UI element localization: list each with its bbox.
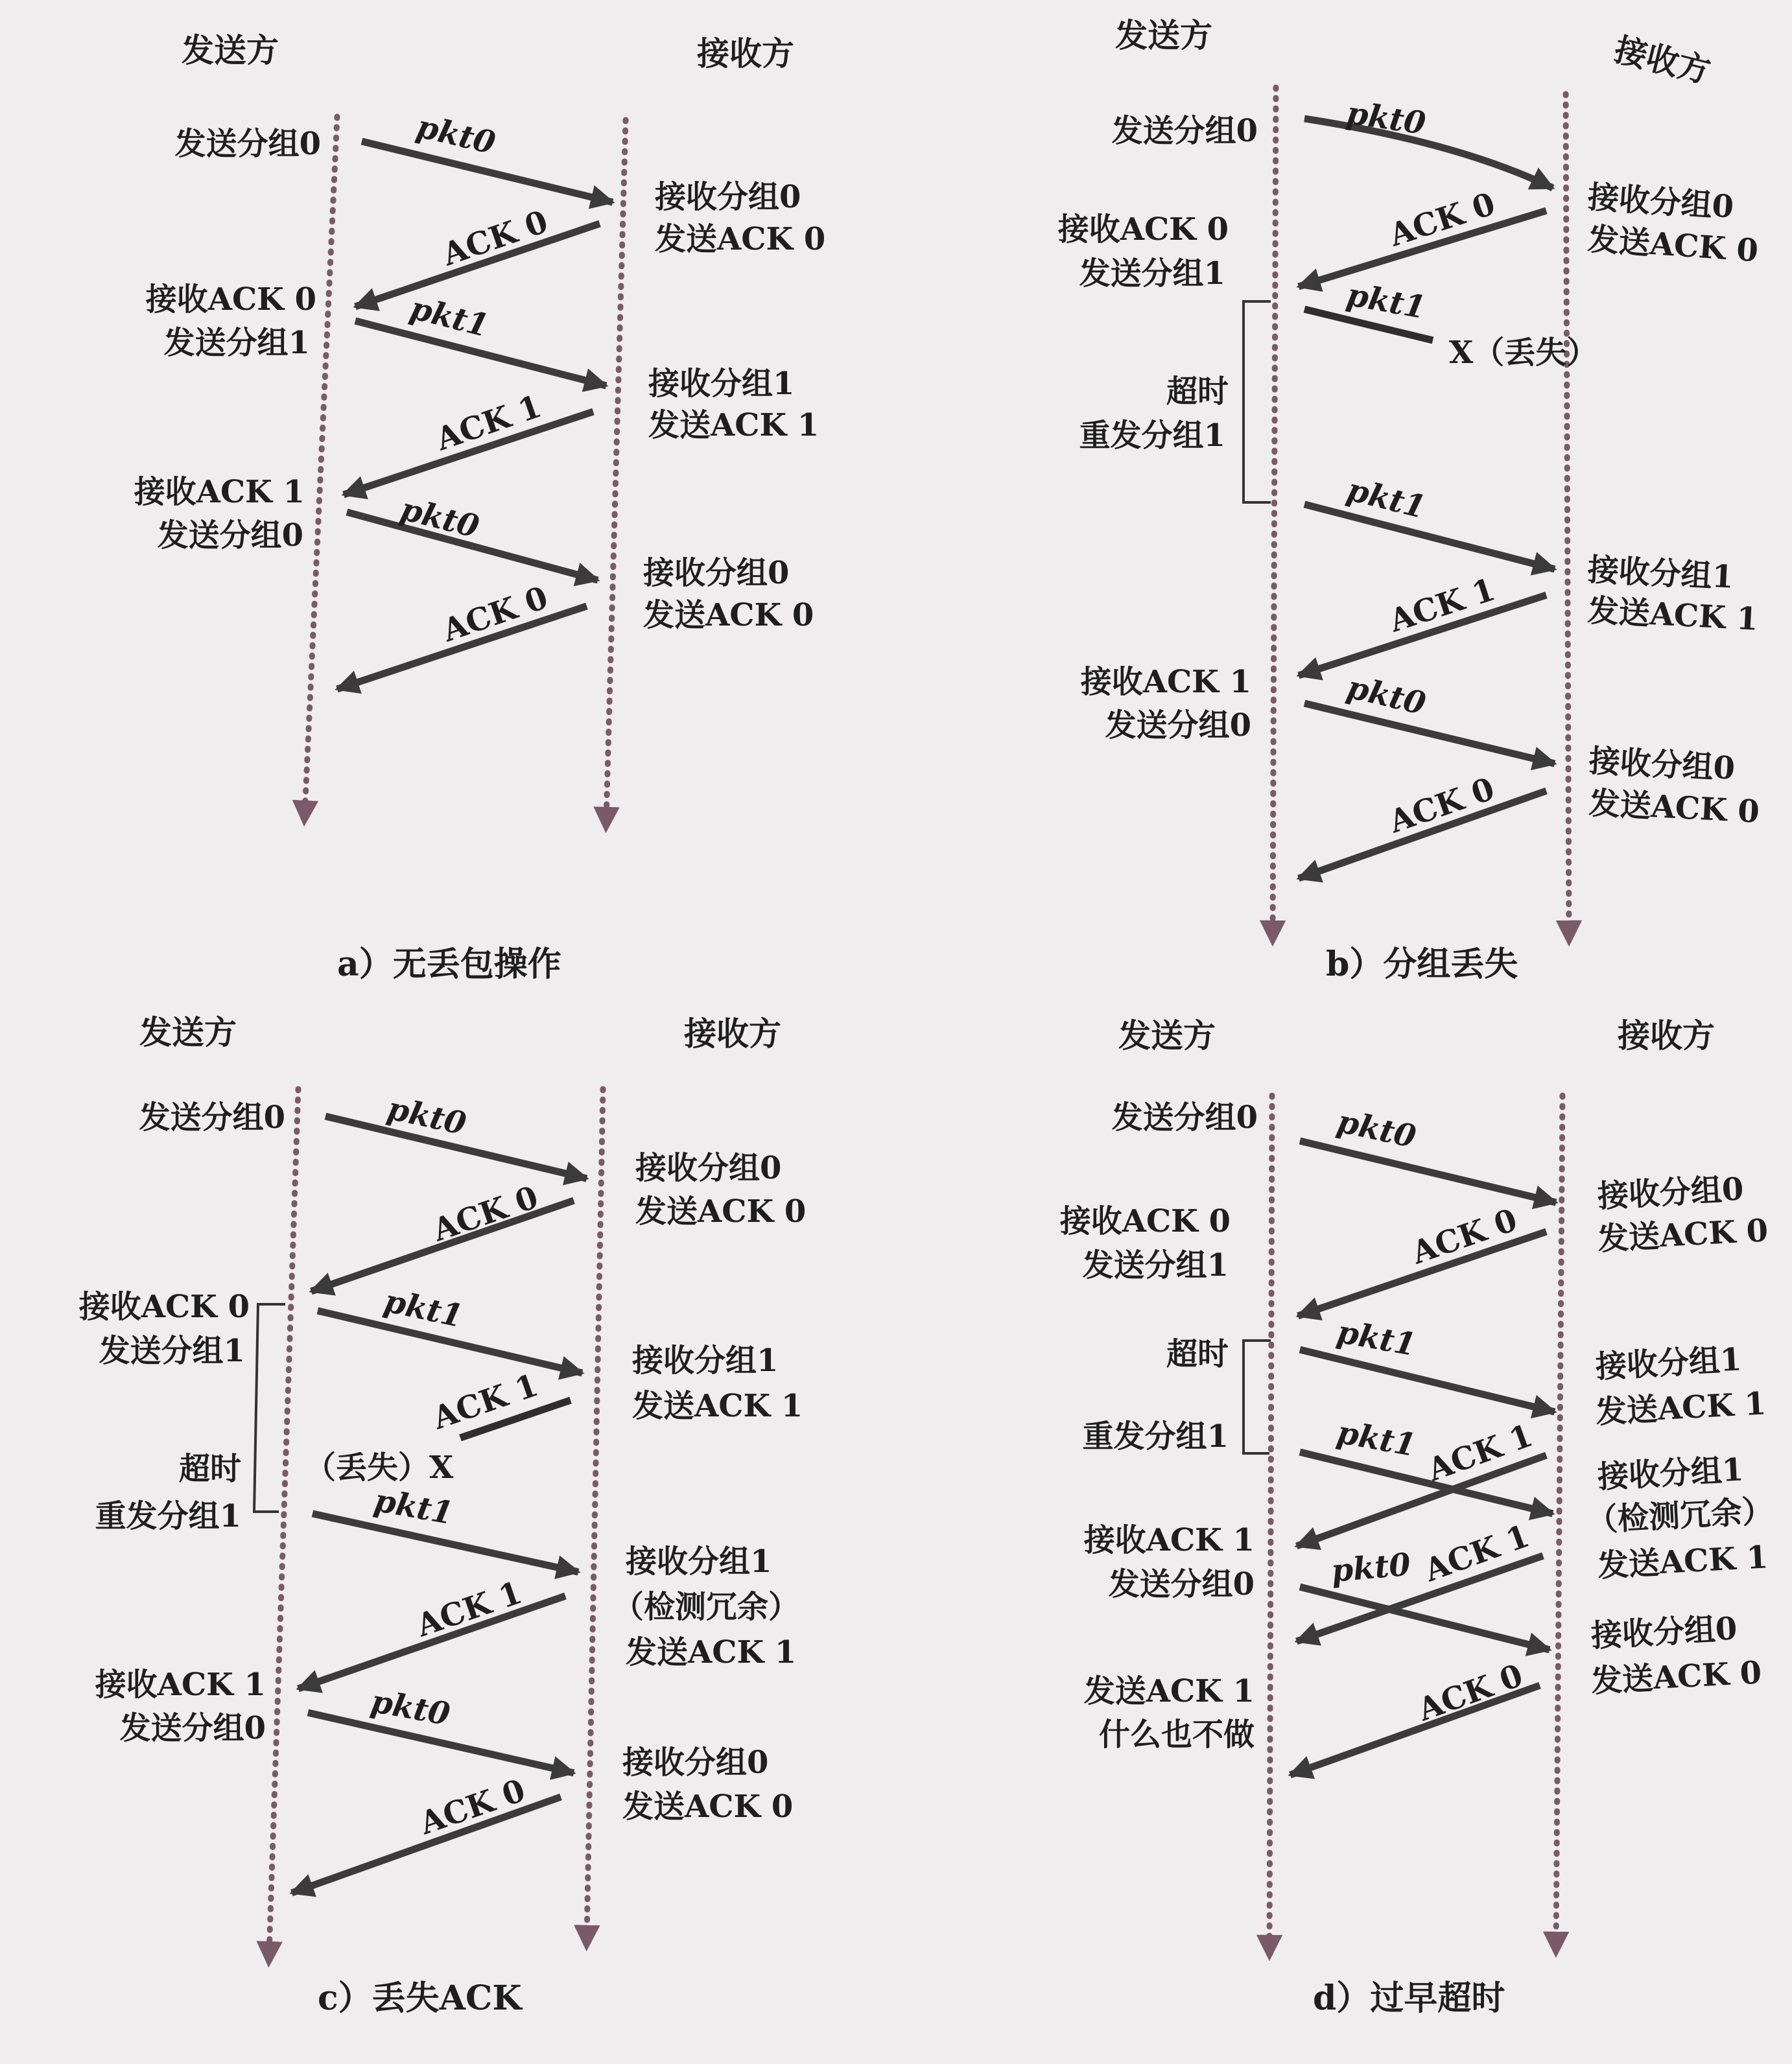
panel-caption: b）分组丢失 [1326,944,1518,984]
sender-label: 发送分组1 [1082,1247,1229,1284]
receiver-timeline [606,120,626,820]
receiver-label: 接收分组1 [1596,1451,1745,1495]
sender-label: 发送分组0 [119,1710,266,1746]
timeout-bracket [1244,1341,1271,1453]
receiver-label: 接收分组0 [1590,1610,1738,1654]
receiver-label: 发送ACK 0 [1596,1212,1769,1258]
sender-label: 发送分组1 [1079,255,1225,292]
receiver-label: 接收分组0 [635,1150,782,1186]
pkt-arrow [1304,119,1553,188]
receiver-label: （检测冗余） [1585,1492,1774,1539]
receiver-timeline [1556,1096,1562,1945]
receiver-label: 接收分组1 [648,366,795,402]
timeout-bracket [254,1304,285,1512]
pkt-arrow [1304,703,1555,764]
message-label: ACK 1 [428,1366,543,1437]
message-label: ACK 0 [1413,1657,1528,1729]
receiver-label: 发送ACK 0 [1588,785,1761,830]
sender-label: 发送分组0 [1108,1566,1255,1602]
message-label: pkt0 [1344,95,1428,142]
receiver-label: 发送ACK 1 [626,1634,797,1671]
receiver-label: 接收分组0 [643,555,790,591]
sender-label: 重发分组1 [95,1498,241,1534]
message-label: pkt0 [413,108,499,162]
sender-label: 什么也不做 [1098,1717,1255,1753]
pkt-arrow [1300,1141,1556,1202]
panel-caption: d）过早超时 [1313,1978,1505,2018]
message-label: ACK 0 [1384,770,1500,841]
panel-caption: c）丢失ACK [318,1978,522,2018]
receiver-label: 接收分组1 [1594,1341,1743,1385]
sender-label: 发送分组0 [139,1099,285,1136]
panel-a [134,31,826,984]
message-label: ACK 1 [431,388,547,458]
sender-label: 超时 [1166,1336,1229,1372]
message-label: ACK 0 [438,203,553,274]
panel-d [1060,1016,1774,2018]
sender-label: 接收ACK 1 [1083,1522,1255,1558]
receiver-label: 发送ACK 1 [1596,1539,1769,1584]
receiver-label: 接收分组0 [655,179,801,215]
message-label: ACK 1 [1385,571,1500,640]
receiver-label: 发送ACK 0 [643,597,814,633]
receiver-label: 发送ACK 1 [1594,1385,1767,1431]
sender-header: 发送方 [182,31,279,69]
message-label: pkt1 [1343,471,1430,526]
sender-label: 接收ACK 1 [1080,664,1251,700]
sender-label: 发送分组0 [1111,1099,1258,1136]
sender-label: 接收ACK 0 [1059,1203,1231,1239]
receiver-label: 接收分组0 [1588,743,1736,787]
receiver-header: 接收方 [1610,30,1715,91]
panel-c [79,1013,807,2018]
receiver-header: 接收方 [697,34,794,73]
message-label: pkt1 [1334,1313,1419,1364]
receiver-label: 发送ACK 0 [1586,221,1760,270]
sender-label: 接收ACK 0 [145,281,316,318]
message-label: ACK 0 [415,1772,530,1842]
sender-label: 发送分组0 [157,517,303,554]
message-label: pkt1 [407,290,493,345]
message-label: pkt1 [1334,1414,1419,1464]
loss-mark: X（丢失） [1449,334,1598,371]
receiver-label: 发送ACK 1 [632,1388,803,1424]
receiver-label: 发送ACK 1 [648,407,819,443]
message-label: pkt0 [1330,1546,1412,1589]
receiver-label: 发送ACK 0 [1590,1654,1763,1700]
receiver-label: 接收分组1 [1586,552,1735,596]
sender-label: 重发分组1 [1079,417,1225,454]
message-label: ACK 0 [1385,185,1500,254]
panel-b [1058,16,1761,984]
timeout-bracket [1244,301,1271,502]
receiver-timeline [1566,94,1569,933]
sender-header: 发送方 [1115,16,1212,54]
receiver-timeline [587,1089,603,1938]
sender-label: 重发分组1 [1082,1418,1229,1455]
receiver-label: 接收分组0 [1596,1171,1745,1215]
message-label: ACK 1 [1422,1417,1538,1489]
receiver-label: （检测冗余） [613,1589,800,1625]
sender-label: 发送分组1 [163,325,310,361]
panel-caption: a）无丢包操作 [337,944,561,984]
sender-label: 接收ACK 1 [95,1667,266,1703]
message-label: ACK 0 [438,579,553,650]
sender-label: 接收ACK 1 [134,474,305,510]
message-label: pkt0 [397,491,483,546]
sender-header: 发送方 [139,1013,237,1051]
message-label: ACK 0 [1407,1201,1522,1272]
message-label: pkt1 [1343,276,1429,327]
sender-label: 发送分组0 [1105,707,1251,744]
receiver-label: 接收分组1 [626,1543,772,1580]
message-label: pkt1 [371,1482,456,1532]
pkt-arrow [1300,1350,1555,1412]
receiver-label: 接收分组0 [622,1744,769,1781]
sender-header: 发送方 [1118,1016,1216,1055]
loss-mark: （丢失）X [305,1449,454,1486]
sender-label: 超时 [1166,373,1229,410]
sender-timeline [305,117,337,814]
receiver-label: 发送ACK 0 [622,1788,794,1825]
message-label: pkt0 [368,1683,453,1733]
sender-label: 接收ACK 0 [78,1289,250,1325]
sender-label: 发送分组1 [99,1333,245,1369]
receiver-label: 接收分组0 [1586,179,1735,226]
sender-label: 超时 [178,1451,241,1487]
message-label: pkt1 [381,1282,466,1335]
pkt-arrow [1304,504,1555,569]
message-label: ACK 0 [428,1179,543,1249]
message-label: pkt0 [384,1090,469,1143]
sender-label: 发送ACK 1 [1083,1673,1255,1709]
receiver-label: 接收分组1 [632,1343,779,1379]
receiver-label: 发送ACK 1 [1586,592,1760,638]
message-label: ACK 1 [412,1574,527,1645]
receiver-label: 发送ACK 0 [635,1193,807,1230]
sender-label: 接收ACK 0 [1057,211,1229,248]
sender-label: 发送分组0 [1111,113,1258,149]
message-label: pkt0 [1343,669,1430,723]
receiver-header: 接收方 [684,1014,781,1053]
message-label: ACK 1 [1419,1518,1535,1589]
sender-label: 发送分组0 [174,126,321,162]
sender-timeline [1269,1096,1272,1948]
receiver-label: 发送ACK 0 [655,221,826,257]
sender-timeline [269,1089,298,1954]
message-label: pkt0 [1334,1103,1419,1156]
sender-timeline [1273,88,1276,933]
receiver-header: 接收方 [1618,1016,1715,1055]
